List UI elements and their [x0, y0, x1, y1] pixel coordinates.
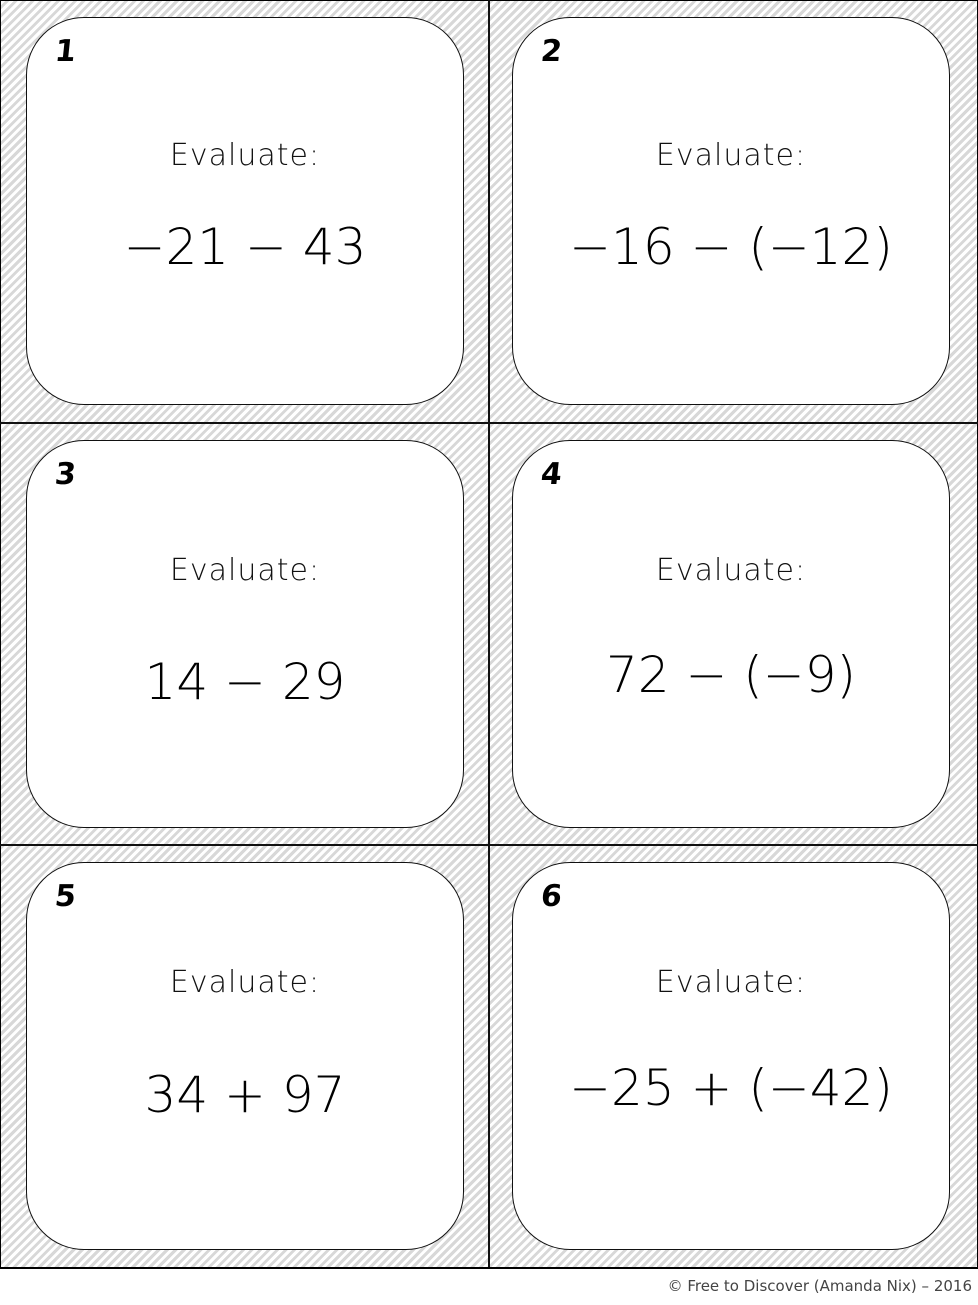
card-expression: −16 − (−12): [569, 218, 893, 276]
card-expression: 14 − 29: [144, 653, 346, 711]
card-label: Evaluate:: [169, 553, 321, 588]
card-number: 4: [539, 457, 564, 492]
footer: [0, 1268, 978, 1305]
card-expression: 72 − (−9): [605, 646, 857, 704]
task-card-2: [512, 17, 950, 405]
card-number: 3: [53, 457, 78, 492]
card-expression: 34 + 97: [144, 1066, 346, 1124]
card-number: 5: [53, 879, 78, 914]
task-card-5: [26, 862, 464, 1250]
horizontal-divider-1: [0, 422, 978, 424]
card-number: 6: [539, 879, 564, 914]
card-label: Evaluate:: [169, 138, 321, 173]
card-label: Evaluate:: [655, 965, 807, 1000]
card-expression: −25 + (−42): [569, 1059, 893, 1117]
card-number: 2: [539, 34, 564, 69]
card-label: Evaluate:: [169, 965, 321, 1000]
task-card-3: [26, 440, 464, 828]
vertical-divider: [488, 0, 490, 1267]
card-expression: −21 − 43: [123, 218, 367, 276]
card-label: Evaluate:: [655, 138, 807, 173]
task-card-6: [512, 862, 950, 1250]
card-label: Evaluate:: [655, 553, 807, 588]
task-card-4: [512, 440, 950, 828]
card-number: 1: [53, 34, 78, 69]
horizontal-divider-2: [0, 844, 978, 846]
copyright-text: © Free to Discover (Amanda Nix) – 2016: [667, 1277, 972, 1295]
task-card-1: [26, 17, 464, 405]
